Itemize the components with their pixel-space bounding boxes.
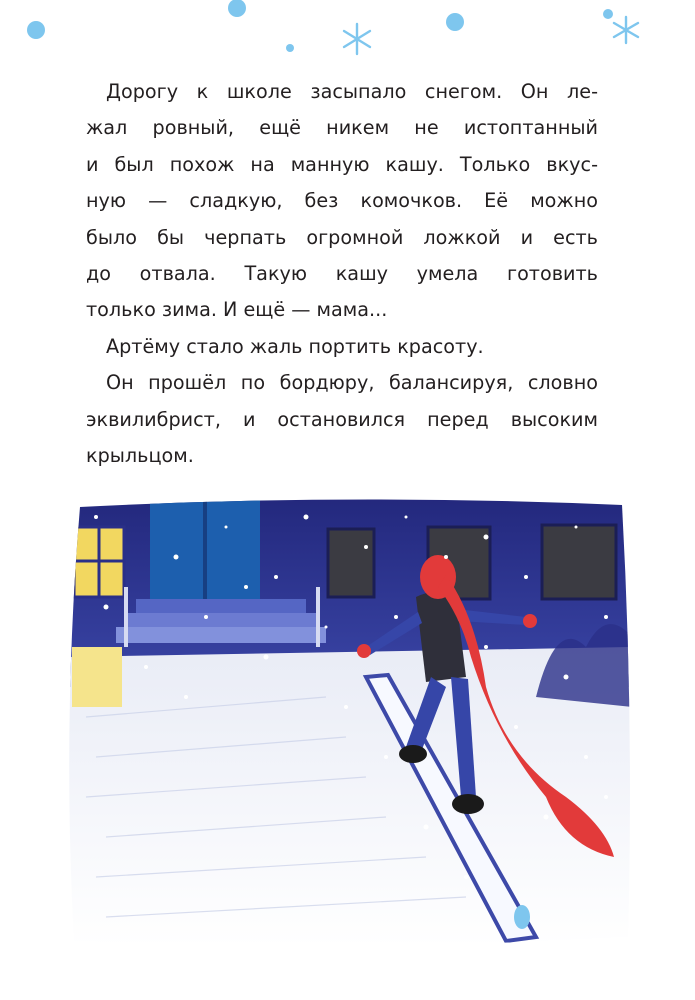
- snowflake-decoration: [0, 0, 695, 60]
- porch-step: [116, 627, 326, 643]
- snow-dot-icon: [27, 21, 45, 39]
- text-line: до отвала. Такую кашу умела готовить: [86, 262, 598, 286]
- yellow-box: [72, 647, 122, 707]
- winter-night-illustration: [66, 497, 632, 947]
- snowflake-icon: [614, 17, 638, 43]
- text-line: только зима. И ещё — мама...: [86, 298, 388, 322]
- snow-dot-icon: [228, 0, 246, 17]
- dark-window: [328, 529, 374, 597]
- text-line: Дорогу к школе засыпало снегом. Он ле-: [106, 80, 598, 103]
- snow-dot-icon: [603, 9, 613, 19]
- text-line: крыльцом.: [86, 444, 194, 468]
- snow-dot-icon: [286, 44, 294, 52]
- paragraph-3: [86, 365, 598, 474]
- text-line: было бы черпать огромной ложкой и есть: [86, 225, 598, 249]
- paragraph-2: [86, 329, 598, 365]
- text-line: Артёму стало жаль портить красоту.: [106, 334, 484, 358]
- footprint: [514, 905, 530, 929]
- story-text: [86, 74, 598, 474]
- text-line: жал ровный, ещё никем не истоптанный: [86, 116, 598, 140]
- snowflake-icon: [344, 24, 370, 54]
- dark-window: [542, 525, 616, 599]
- paragraph-1: [86, 74, 598, 329]
- snow-dot-icon: [446, 13, 464, 31]
- porch-step: [136, 599, 306, 613]
- text-line: Он прошёл по бордюру, балансируя, словно: [106, 371, 598, 395]
- porch-step: [126, 613, 316, 627]
- text-line: эквилибрист, и остановился перед высоким: [86, 407, 598, 431]
- text-line: ную — сладкую, без комочков. Её можно: [86, 189, 598, 213]
- text-line: и был похож на манную кашу. Только вкус-: [86, 152, 598, 176]
